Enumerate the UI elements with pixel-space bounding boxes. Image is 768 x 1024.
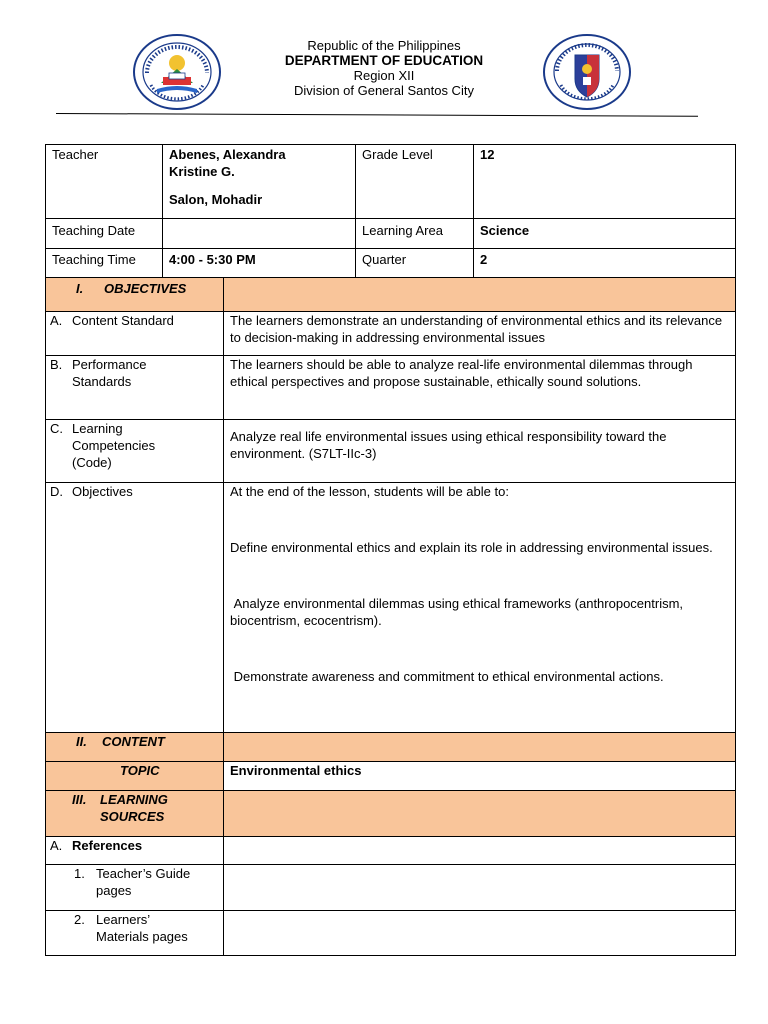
quarter-label: Quarter [356,249,474,278]
teaching-date-label: Teaching Date [46,219,163,249]
learners-materials-row [46,911,736,956]
division-seal-logo [133,33,221,111]
topic-label-cell [46,762,224,791]
learning-sources-section-fill [224,791,736,837]
teacher-value [163,145,356,219]
grade-level-value: 12 [474,145,736,219]
objectives-section-fill [224,278,736,312]
learning-area-value: Science [474,219,736,249]
header-division: Division of General Santos City [294,83,474,98]
objective-item-3: Demonstrate awareness and commitment to ethical environmental actions. [230,669,664,684]
learning-competencies-label-1: Learning [72,421,123,436]
teachers-guide-value [224,865,736,911]
learning-sources-section-number: III. [72,792,87,807]
teaching-date-value [163,219,356,249]
learning-competencies-row [46,420,736,483]
performance-standards-row [46,356,736,420]
objectives-section-title: OBJECTIVES [104,281,187,296]
references-letter: A. [50,838,63,853]
topic-label: TOPIC [120,763,160,778]
references-value [224,837,736,865]
document-header [0,0,768,125]
learning-sources-section-header [46,791,224,837]
learners-materials-value [224,911,736,956]
teaching-time-label: Teaching Time [46,249,163,278]
objectives-list [224,483,736,733]
teachers-guide-number: 1. [74,866,85,881]
objectives-section-number: I. [76,281,84,296]
performance-standards-label-cell [46,356,224,420]
content-section-title: CONTENT [102,734,165,749]
learning-sources-title-2: SOURCES [100,809,165,824]
header-department: DEPARTMENT OF EDUCATION [284,53,484,68]
grade-level-label: Grade Level [356,145,474,219]
objectives-label-cell [46,483,224,733]
teachers-guide-row [46,865,736,911]
content-section-number: II. [76,734,87,749]
performance-standards-text: The learners should be able to analyze real-life environmental dilemmas through ethical perspectives and propose sustainable, ethically sound solutions. [224,356,736,420]
content-section-fill [224,733,736,762]
performance-standards-label-1: Performance [72,357,147,372]
teacher-name-1: Abenes, Alexandra [169,147,286,162]
learners-materials-label-cell [46,911,224,956]
teacher-label: Teacher [46,145,163,219]
topic-row [46,762,736,791]
learning-competencies-label-2: Competencies [72,438,156,453]
learning-competencies-label-3: (Code) [72,455,112,470]
objectives-letter: D. [50,484,63,499]
learners-materials-label-1: Learners’ [96,912,151,927]
objective-item-2: Analyze environmental dilemmas using ethical frameworks (anthropocentrism, biocentrism, ecocentrism). [230,596,687,628]
learning-competencies-letter: C. [50,421,63,436]
learning-sources-title-1: LEARNING [100,792,168,807]
lesson-plan-table [45,144,736,956]
performance-standards-letter: B. [50,357,63,372]
teachers-guide-label-2: pages [96,883,132,898]
learners-materials-label-2: Materials pages [96,929,188,944]
objectives-section-header [46,278,224,312]
teacher-name-3: Salon, Mohadir [169,192,263,207]
references-row [46,837,736,865]
content-standard-label-cell [46,312,224,356]
objective-item-1: Define environmental ethics and explain its role in addressing environmental issues. [230,540,713,555]
learning-competencies-label-cell [46,420,224,483]
objectives-intro: At the end of the lesson, students will be able to: [230,484,509,499]
content-standard-letter: A. [50,313,63,328]
objectives-section-row [46,278,736,312]
teaching-date-row [46,219,736,249]
deped-seal-logo [543,33,631,111]
objectives-label: Objectives [72,484,133,499]
teachers-guide-label-1: Teacher’s Guide [96,866,191,881]
topic-value: Environmental ethics [224,762,736,791]
teacher-row [46,145,736,219]
references-label-cell [46,837,224,865]
header-text [230,38,538,98]
objectives-row [46,483,736,733]
quarter-value: 2 [474,249,736,278]
header-divider [56,113,698,117]
content-section-row [46,733,736,762]
content-section-header [46,733,224,762]
header-republic: Republic of the Philippines [307,38,461,53]
learners-materials-number: 2. [74,912,85,927]
teaching-time-row [46,249,736,278]
references-label: References [72,838,143,853]
content-standard-row [46,312,736,356]
content-standard-text: The learners demonstrate an understanding of environmental ethics and its relevance to decision-making in addressing environmental issues [224,312,736,356]
learning-sources-section-row [46,791,736,837]
header-region: Region XII [353,68,415,83]
learning-competencies-text: Analyze real life environmental issues using ethical responsibility toward the environment. (S7LT-IIc-3) [224,420,736,483]
lesson-plan [45,144,735,956]
teaching-time-value: 4:00 - 5:30 PM [163,249,356,278]
content-standard-label: Content Standard [72,313,174,328]
teachers-guide-label-cell [46,865,224,911]
performance-standards-label-2: Standards [72,374,132,389]
teacher-name-2: Kristine G. [169,164,235,179]
learning-area-label: Learning Area [356,219,474,249]
